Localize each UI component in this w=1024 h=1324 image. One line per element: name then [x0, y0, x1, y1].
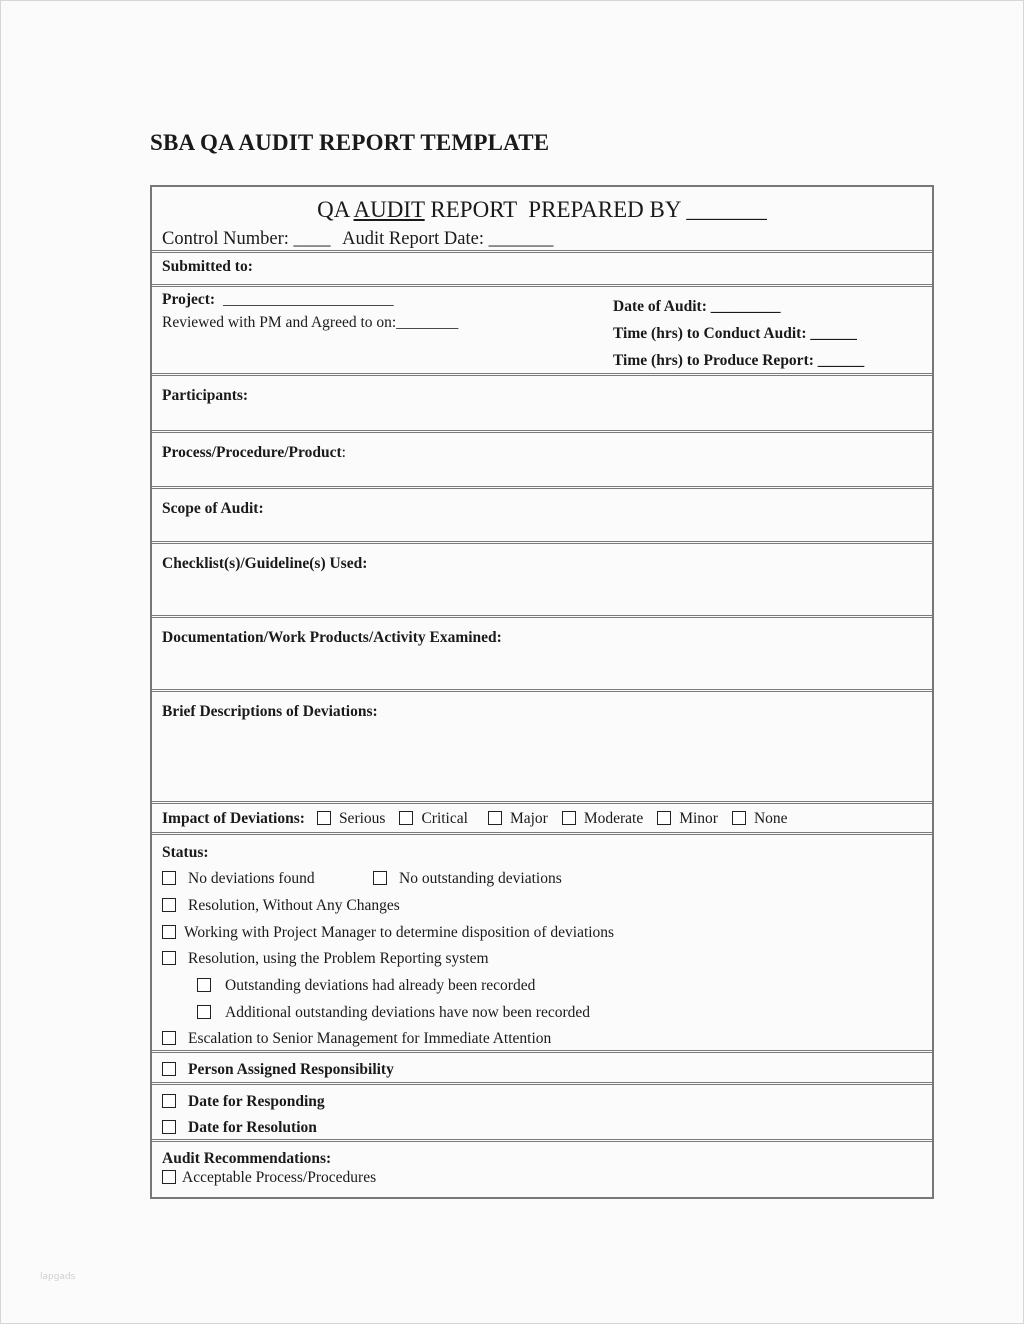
date-of-audit-field[interactable]: Date of Audit: _________ [613, 298, 781, 315]
checkbox[interactable] [317, 811, 331, 825]
deviations-label: Brief Descriptions of Deviations: [162, 703, 378, 720]
impact-option-label: Minor [679, 810, 718, 827]
checkbox[interactable] [162, 898, 176, 912]
status-option-label: Escalation to Senior Management for Immediate Attention [188, 1030, 552, 1047]
documentation-row[interactable] [152, 618, 932, 692]
person-assigned-option[interactable] [162, 1061, 394, 1079]
participants-row[interactable] [152, 376, 932, 433]
checkbox[interactable] [657, 811, 671, 825]
header-subline [162, 229, 561, 250]
impact-option-label: Moderate [583, 810, 644, 827]
title-prefix: QA [317, 197, 350, 222]
status-option-label: No outstanding deviations [399, 870, 562, 887]
impact-label: Impact of Deviations: [162, 810, 305, 827]
impact-option-label: Major [509, 810, 548, 827]
checkbox[interactable] [373, 871, 387, 885]
checkbox[interactable] [197, 978, 211, 992]
reviewed-with-pm-field[interactable]: Reviewed with PM and Agreed to on:________ [162, 314, 459, 331]
checkbox[interactable] [399, 811, 413, 825]
status-option-label: Resolution, Without Any Changes [188, 897, 400, 914]
checkbox[interactable] [732, 811, 746, 825]
date-responding-option[interactable] [162, 1093, 325, 1111]
status-escalation[interactable] [162, 1030, 551, 1048]
status-resolution-prs[interactable] [162, 950, 489, 968]
impact-option-label: None [753, 810, 788, 827]
checkbox[interactable] [162, 951, 176, 965]
impact-option-label: Serious [338, 810, 386, 827]
report-date-field[interactable]: Audit Report Date: _______ [342, 229, 554, 249]
status-working-with-pm[interactable] [162, 924, 614, 942]
impact-moderate[interactable] [562, 810, 643, 827]
impact-serious[interactable] [317, 810, 386, 827]
control-number-field[interactable]: Control Number: ____ [162, 229, 331, 249]
project-label: Project: [162, 291, 216, 308]
impact-critical[interactable] [399, 810, 468, 827]
project-field[interactable] [162, 291, 394, 309]
checkbox[interactable] [562, 811, 576, 825]
checklist-label: Checklist(s)/Guideline(s) Used: [162, 555, 368, 572]
person-assigned-row [152, 1053, 932, 1085]
status-option-label: Resolution, using the Problem Reporting system [188, 950, 489, 967]
time-conduct-field[interactable]: Time (hrs) to Conduct Audit: ______ [613, 325, 857, 342]
impact-options [162, 810, 798, 828]
checkbox[interactable] [162, 925, 176, 939]
process-colon: : [341, 444, 346, 461]
impact-none[interactable] [732, 810, 788, 827]
impact-row [152, 804, 932, 835]
watermark: lapgads [40, 1272, 76, 1282]
checkbox[interactable] [162, 871, 176, 885]
impact-option-label: Critical [421, 810, 468, 827]
status-label: Status: [162, 844, 209, 861]
status-option-label: Additional outstanding deviations have now been recorded [225, 1004, 591, 1021]
date-resolution-option[interactable] [162, 1119, 317, 1137]
checkbox[interactable] [488, 811, 502, 825]
date-responding-label: Date for Responding [188, 1093, 325, 1110]
process-row[interactable] [152, 433, 932, 489]
status-resolution-no-changes[interactable] [162, 897, 400, 915]
recommendations-label: Audit Recommendations: [162, 1150, 332, 1167]
checkbox[interactable] [162, 1031, 176, 1045]
documentation-label: Documentation/Work Products/Activity Examined: [162, 629, 502, 646]
checkbox[interactable] [162, 1062, 176, 1076]
date-resolution-label: Date for Resolution [188, 1119, 317, 1136]
acceptable-process-label: Acceptable Process/Procedures [182, 1169, 377, 1186]
audit-form [150, 185, 934, 1199]
time-report-field[interactable]: Time (hrs) to Produce Report: ______ [613, 352, 865, 369]
participants-label: Participants: [162, 387, 249, 404]
process-label-text: Process/Procedure/Product [162, 444, 342, 461]
status-no-deviations[interactable] [162, 870, 315, 888]
form-header-title [152, 197, 932, 223]
impact-minor[interactable] [657, 810, 718, 827]
dates-row [152, 1085, 932, 1142]
checkbox[interactable] [162, 1120, 176, 1134]
document-title: SBA QA AUDIT REPORT TEMPLATE [150, 130, 550, 155]
checkbox[interactable] [162, 1094, 176, 1108]
status-already-recorded[interactable] [197, 977, 535, 995]
status-option-label: Outstanding deviations had already been recorded [225, 977, 536, 994]
project-blank: ______________________ [223, 291, 394, 308]
status-no-outstanding[interactable] [373, 870, 562, 888]
title-prepared-by[interactable]: REPORT PREPARED BY _______ [430, 197, 767, 222]
status-now-recorded[interactable] [197, 1004, 590, 1022]
checkbox[interactable] [197, 1005, 211, 1019]
recommendations-row [152, 1142, 932, 1197]
process-label [162, 444, 346, 462]
scope-label: Scope of Audit: [162, 500, 264, 517]
form-header [152, 187, 932, 253]
impact-major[interactable] [488, 810, 548, 827]
deviations-row[interactable] [152, 692, 932, 804]
title-underlined: AUDIT [353, 197, 425, 222]
status-option-label: Working with Project Manager to determine disposition of deviations [184, 924, 615, 941]
acceptable-process-option[interactable] [162, 1169, 376, 1187]
checklist-row[interactable] [152, 544, 932, 618]
submitted-to-row[interactable] [152, 253, 932, 287]
project-row [152, 287, 932, 376]
submitted-to-label: Submitted to: [162, 258, 253, 275]
status-option-label: No deviations found [188, 870, 315, 887]
scope-row[interactable] [152, 489, 932, 544]
person-assigned-label: Person Assigned Responsibility [188, 1061, 394, 1078]
checkbox[interactable] [162, 1170, 176, 1184]
status-row [152, 835, 932, 1053]
